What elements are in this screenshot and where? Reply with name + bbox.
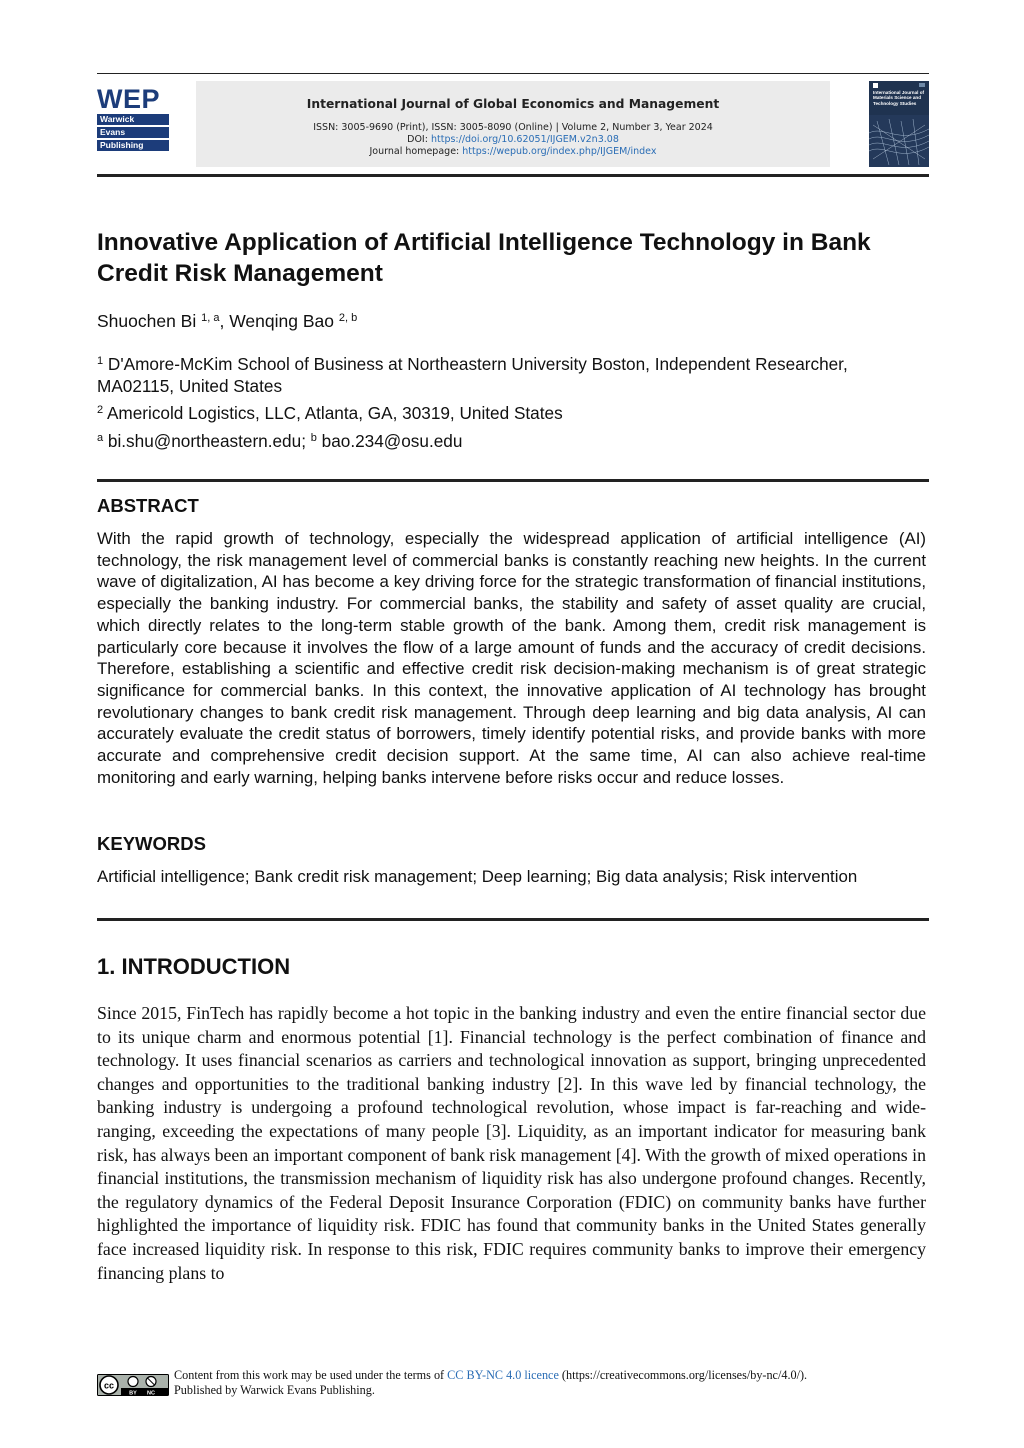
journal-info <box>196 122 830 158</box>
cover-structure-illustration <box>869 115 929 167</box>
keywords-bottom-rule <box>97 918 929 921</box>
logo-mark: WEP <box>97 84 161 114</box>
license-prefix: Content from this work may be used under the terms of <box>174 1368 448 1382</box>
affiliation-text: Americold Logistics, LLC, Atlanta, GA, 30319, United States <box>106 403 563 423</box>
issn-line: ISSN: 3005-9690 (Print), ISSN: 3005-8090 (Online) | Volume 2, Number 3, Year 2024 <box>313 122 713 133</box>
logo-line-publishing: Publishing <box>97 140 169 151</box>
homepage-line <box>196 146 830 158</box>
doi-link[interactable]: https://doi.org/10.62051/IJGEM.v2n3.08 <box>430 134 619 145</box>
journal-banner <box>196 81 830 167</box>
affiliation-2 <box>97 402 927 424</box>
license-text <box>174 1368 807 1398</box>
homepage-link[interactable]: https://wepub.org/index.php/IJGEM/index <box>462 146 657 157</box>
abstract-top-rule <box>97 479 929 482</box>
affiliation-number: 2 <box>97 404 104 416</box>
author-list <box>97 310 357 332</box>
logo-line-evans: Evans <box>97 127 169 138</box>
doi-line <box>196 134 830 146</box>
publisher-line: Published by Warwick Evans Publishing. <box>174 1383 375 1397</box>
cc-by-nc-license-icon <box>97 1374 169 1396</box>
paper-title: Innovative Application of Artificial Intelligence Technology in Bank Credit Risk Management <box>97 229 871 287</box>
homepage-label: Journal homepage: <box>369 146 460 157</box>
license-suffix: (https://creativecommons.org/licenses/by-nc/4.0/). <box>558 1368 808 1382</box>
affiliation-text: D'Amore-McKim School of Business at Northeastern University Boston, Independent Researcher, MA02115, United States <box>97 354 848 396</box>
email-address[interactable]: bi.shu@northeastern.edu <box>107 431 302 451</box>
author-separator: , <box>219 311 230 331</box>
email-separator: ; <box>301 431 311 451</box>
email-mark: b <box>310 432 317 444</box>
logo-line-warwick: Warwick <box>97 114 169 125</box>
cc-badge-cc: cc <box>103 1380 115 1391</box>
publisher-logo <box>97 86 169 151</box>
doi-label: DOI: <box>407 134 428 145</box>
author-superscript: 2, b <box>338 312 358 324</box>
email-mark: a <box>97 432 104 444</box>
cc-badge-nc: NC <box>147 1390 155 1396</box>
cc-badge-by: BY <box>129 1390 137 1396</box>
journal-cover-image <box>869 81 929 167</box>
header-bottom-rule <box>97 174 929 177</box>
keywords-heading: KEYWORDS <box>97 833 206 854</box>
author-name: Wenqing Bao <box>229 311 334 331</box>
keywords-text: Artificial intelligence; Bank credit risk management; Deep learning; Big data analysis; Risk intervention <box>97 867 858 886</box>
cover-title: International Journal of Materials Science and Technology Studies <box>873 90 925 106</box>
email-address[interactable]: bao.234@osu.edu <box>321 431 463 451</box>
introduction-heading: 1. INTRODUCTION <box>97 954 291 979</box>
journal-title: International Journal of Global Economics and Management <box>306 97 720 111</box>
author-name: Shuochen Bi <box>97 311 197 331</box>
introduction-text: Since 2015, FinTech has rapidly become a hot topic in the banking industry and even the entire financial sector due to its unique charm and enormous potential [1]. Financial technology is the perfect combination of finance and technology. It uses financial scenarios as carriers and technological innovation as support, bringing unprecedented changes and opportunities to the traditional banking industry [2]. In this wave led by financial technology, the banking industry is undergoing a profound technological revolution, whose impact is far-reaching and wide-ranging, exceeding the expectations of many people [3]. Liquidity, as an important indicator for measuring bank risk, has always been an important component of bank risk management [4]. With the growth of mixed operations in financial institutions, the transmission mechanism of liquidity risk has also undergone profound changes. Recently, the regulatory dynamics of the Federal Deposit Insurance Corporation (FDIC) on community banks have further highlighted the importance of liquidity risk. FDIC has found that community banks in the United States generally face increased liquidity risk. In response to this risk, FDIC requires community banks to improve their emergency financing plans to <box>97 1003 926 1283</box>
affiliation-1 <box>97 353 927 397</box>
author-emails <box>97 430 927 452</box>
affiliation-number: 1 <box>97 355 104 367</box>
license-link[interactable]: CC BY-NC 4.0 licence <box>447 1368 559 1382</box>
abstract-text: With the rapid growth of technology, especially the widespread application of artificial intelligence (AI) technology, the risk management level of commercial banks is constantly reaching new heights. In the current wave of digitalization, AI has become a key driving force for the strategic transformation of financial institutions, especially the banking industry. For commercial banks, the stability and safety of asset quality are crucial, which directly relates to the long-term stable growth of the bank. Among them, credit risk management is particularly core because it involves the flow of a large amount of funds and the accuracy of credit decisions. Therefore, establishing a scientific and effective credit risk decision-making mechanism is of great strategic significance for commercial banks. In this context, the innovative application of AI technology has brought revolutionary changes to bank credit risk management. Through deep learning and big data analysis, AI can accurately evaluate the credit status of borrowers, timely identify potential risks, and provide banks with more accurate and comprehensive credit decision support. At the same time, AI can also achieve real-time monitoring and early warning, helping banks intervene before risks occur and reduce losses. <box>97 529 926 787</box>
author-superscript: 1, a <box>201 312 220 324</box>
license-line <box>174 1368 807 1383</box>
abstract-heading: ABSTRACT <box>97 495 199 516</box>
header-top-rule <box>97 73 929 74</box>
